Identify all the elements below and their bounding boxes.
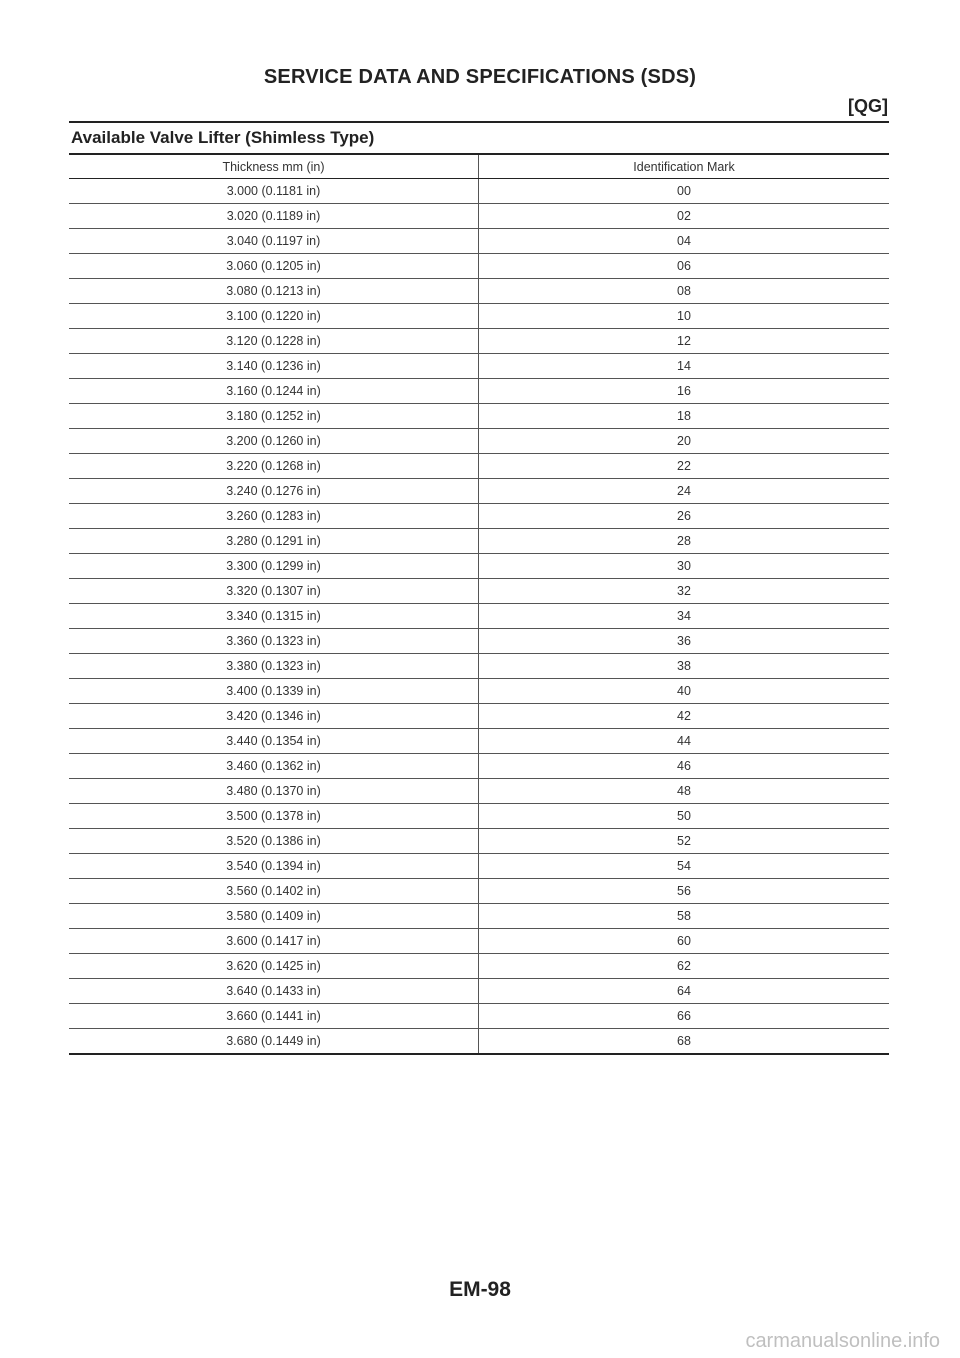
thickness-cell: 3.280 (0.1291 in): [69, 529, 479, 554]
thickness-cell: 3.560 (0.1402 in): [69, 879, 479, 904]
table-row: [69, 879, 889, 904]
thickness-cell: 3.540 (0.1394 in): [69, 854, 479, 879]
table-row: [69, 254, 889, 279]
table-row: [69, 504, 889, 529]
thickness-cell: 3.400 (0.1339 in): [69, 679, 479, 704]
thickness-cell: 3.440 (0.1354 in): [69, 729, 479, 754]
table-row: [69, 1029, 889, 1055]
table-row: [69, 829, 889, 854]
thickness-cell: 3.080 (0.1213 in): [69, 279, 479, 304]
identification-mark-cell: 04: [479, 229, 890, 254]
table-row: [69, 654, 889, 679]
thickness-cell: 3.640 (0.1433 in): [69, 979, 479, 1004]
thickness-cell: 3.040 (0.1197 in): [69, 229, 479, 254]
column-header-thickness: Thickness mm (in): [69, 154, 479, 179]
table-row: [69, 429, 889, 454]
thickness-cell: 3.480 (0.1370 in): [69, 779, 479, 804]
identification-mark-cell: 28: [479, 529, 890, 554]
identification-mark-cell: 20: [479, 429, 890, 454]
table-row: [69, 179, 889, 204]
table-row: [69, 804, 889, 829]
identification-mark-cell: 64: [479, 979, 890, 1004]
thickness-cell: 3.160 (0.1244 in): [69, 379, 479, 404]
table-row: [69, 704, 889, 729]
table-row: [69, 479, 889, 504]
watermark: carmanualsonline.info: [745, 1330, 940, 1352]
thickness-cell: 3.200 (0.1260 in): [69, 429, 479, 454]
identification-mark-cell: 40: [479, 679, 890, 704]
identification-mark-cell: 36: [479, 629, 890, 654]
identification-mark-cell: 24: [479, 479, 890, 504]
thickness-cell: 3.000 (0.1181 in): [69, 179, 479, 204]
thickness-cell: 3.220 (0.1268 in): [69, 454, 479, 479]
page-header-title: SERVICE DATA AND SPECIFICATIONS (SDS): [263, 66, 697, 88]
thickness-cell: 3.420 (0.1346 in): [69, 704, 479, 729]
thickness-cell: 3.520 (0.1386 in): [69, 829, 479, 854]
thickness-cell: 3.580 (0.1409 in): [69, 904, 479, 929]
table-row: [69, 529, 889, 554]
thickness-cell: 3.100 (0.1220 in): [69, 304, 479, 329]
thickness-cell: 3.140 (0.1236 in): [69, 354, 479, 379]
thickness-cell: 3.460 (0.1362 in): [69, 754, 479, 779]
identification-mark-cell: 34: [479, 604, 890, 629]
table-header-row: [69, 154, 889, 179]
table-row: [69, 204, 889, 229]
identification-mark-cell: 62: [479, 954, 890, 979]
identification-mark-cell: 32: [479, 579, 890, 604]
thickness-cell: 3.300 (0.1299 in): [69, 554, 479, 579]
table-row: [69, 454, 889, 479]
table-row: [69, 729, 889, 754]
identification-mark-cell: 16: [479, 379, 890, 404]
table-row: [69, 1004, 889, 1029]
thickness-cell: 3.680 (0.1449 in): [69, 1029, 479, 1055]
identification-mark-cell: 52: [479, 829, 890, 854]
table-row: [69, 604, 889, 629]
table-body: [69, 179, 889, 1055]
thickness-cell: 3.320 (0.1307 in): [69, 579, 479, 604]
table-row: [69, 929, 889, 954]
thickness-cell: 3.600 (0.1417 in): [69, 929, 479, 954]
identification-mark-cell: 56: [479, 879, 890, 904]
table-row: [69, 279, 889, 304]
identification-mark-cell: 48: [479, 779, 890, 804]
thickness-cell: 3.380 (0.1323 in): [69, 654, 479, 679]
table-row: [69, 379, 889, 404]
table-row: [69, 554, 889, 579]
identification-mark-cell: 22: [479, 454, 890, 479]
column-header-identification-mark: Identification Mark: [479, 154, 890, 179]
section-code: [QG]: [848, 96, 888, 116]
table-row: [69, 229, 889, 254]
thickness-cell: 3.360 (0.1323 in): [69, 629, 479, 654]
thickness-cell: 3.120 (0.1228 in): [69, 329, 479, 354]
identification-mark-cell: 08: [479, 279, 890, 304]
identification-mark-cell: 10: [479, 304, 890, 329]
thickness-cell: 3.060 (0.1205 in): [69, 254, 479, 279]
table-row: [69, 754, 889, 779]
thickness-cell: 3.180 (0.1252 in): [69, 404, 479, 429]
page-number: EM-98: [449, 1278, 511, 1301]
identification-mark-cell: 06: [479, 254, 890, 279]
header-divider: [69, 121, 889, 123]
table-row: [69, 404, 889, 429]
identification-mark-cell: 18: [479, 404, 890, 429]
table-row: [69, 979, 889, 1004]
identification-mark-cell: 42: [479, 704, 890, 729]
section-title: Available Valve Lifter (Shimless Type): [71, 128, 375, 147]
table-row: [69, 579, 889, 604]
identification-mark-cell: 14: [479, 354, 890, 379]
thickness-cell: 3.260 (0.1283 in): [69, 504, 479, 529]
identification-mark-cell: 46: [479, 754, 890, 779]
identification-mark-cell: 66: [479, 1004, 890, 1029]
thickness-cell: 3.240 (0.1276 in): [69, 479, 479, 504]
identification-mark-cell: 58: [479, 904, 890, 929]
table-row: [69, 954, 889, 979]
table-row: [69, 904, 889, 929]
identification-mark-cell: 02: [479, 204, 890, 229]
identification-mark-cell: 26: [479, 504, 890, 529]
identification-mark-cell: 38: [479, 654, 890, 679]
identification-mark-cell: 68: [479, 1029, 890, 1055]
identification-mark-cell: 60: [479, 929, 890, 954]
identification-mark-cell: 50: [479, 804, 890, 829]
table-row: [69, 779, 889, 804]
table-row: [69, 679, 889, 704]
identification-mark-cell: 12: [479, 329, 890, 354]
identification-mark-cell: 44: [479, 729, 890, 754]
thickness-cell: 3.620 (0.1425 in): [69, 954, 479, 979]
table-row: [69, 304, 889, 329]
table-row: [69, 354, 889, 379]
identification-mark-cell: 30: [479, 554, 890, 579]
identification-mark-cell: 00: [479, 179, 890, 204]
thickness-cell: 3.500 (0.1378 in): [69, 804, 479, 829]
table-row: [69, 854, 889, 879]
thickness-cell: 3.340 (0.1315 in): [69, 604, 479, 629]
table-row: [69, 629, 889, 654]
identification-mark-cell: 54: [479, 854, 890, 879]
thickness-cell: 3.020 (0.1189 in): [69, 204, 479, 229]
thickness-cell: 3.660 (0.1441 in): [69, 1004, 479, 1029]
valve-lifter-table: [69, 153, 889, 1055]
table-row: [69, 329, 889, 354]
